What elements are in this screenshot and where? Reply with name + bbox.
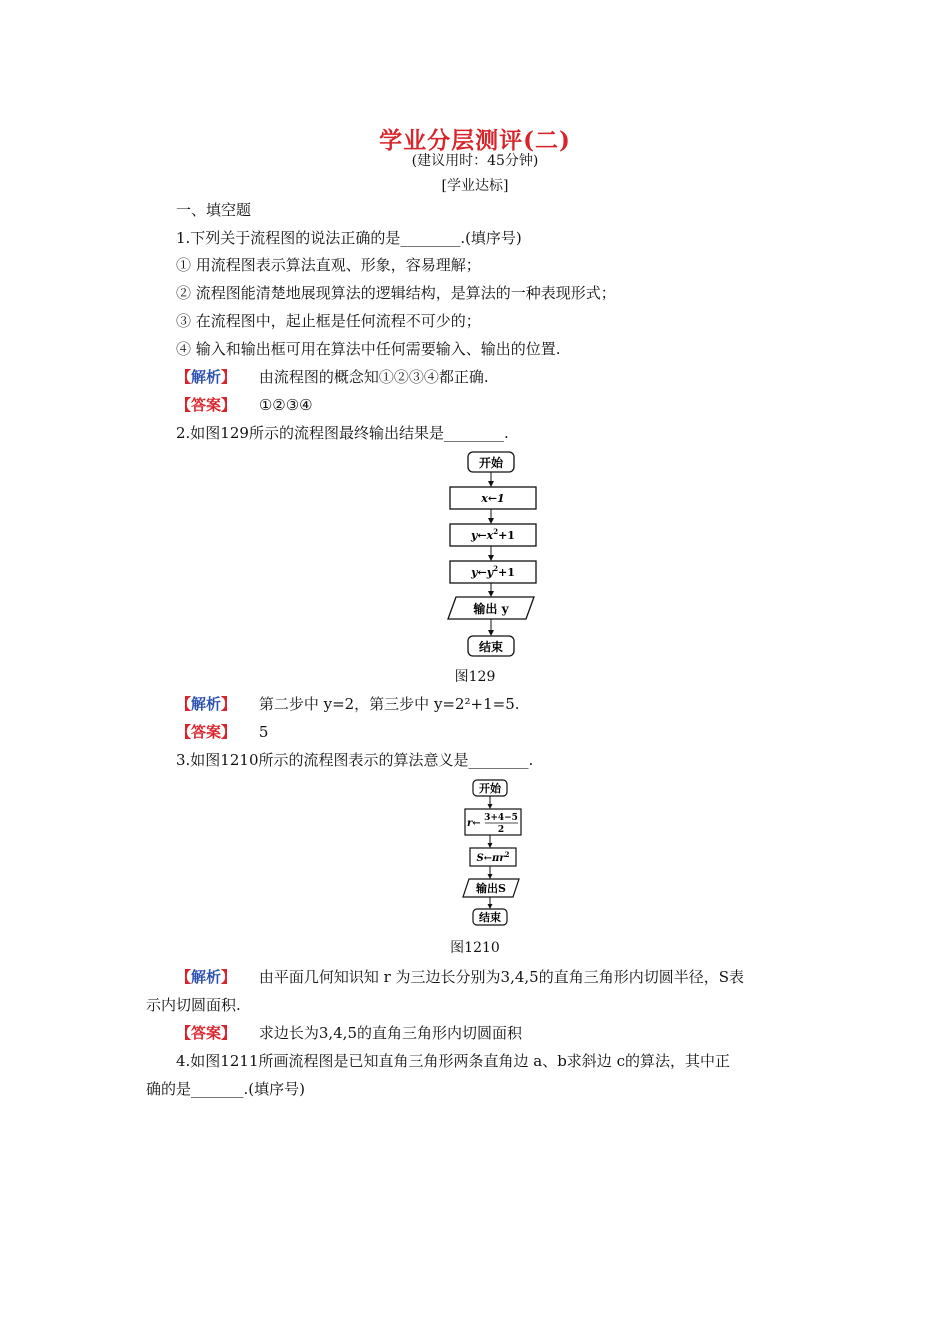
q4-stem-2: 确的是_______.(填序号) xyxy=(146,1080,305,1098)
q3-answer-text: 求边长为3,4,5的直角三角形内切圆面积 xyxy=(258,1024,522,1042)
q2-answer-text: 5 xyxy=(258,723,269,741)
flow2-step-1-left: r← xyxy=(467,818,481,829)
section-heading: 一、填空题 xyxy=(176,201,252,219)
q2-analysis-row xyxy=(176,693,520,714)
flow2-end-label: 结束 xyxy=(479,911,501,924)
q2-stem: 2.如图129所示的流程图最终输出结果是________. xyxy=(176,424,509,442)
q3-stem: 3.如图1210所示的流程图表示的算法意义是________. xyxy=(176,751,534,769)
q2-answer-row xyxy=(176,721,268,742)
q1-option-1: ① 用流程图表示算法直观、形象，容易理解； xyxy=(176,256,481,274)
analysis-tag: 【解析】 xyxy=(176,695,237,713)
flow2-start-label: 开始 xyxy=(479,782,501,795)
q1-analysis-text: 由流程图的概念知①②③④都正确. xyxy=(258,368,489,386)
flow-step-3-label: $y\leftarrow y^2+1$ xyxy=(471,564,515,579)
q1-answer-text: ①②③④ xyxy=(258,396,313,414)
flow-step-1-label: x←1 xyxy=(481,492,505,505)
q4-stem-1: 4.如图1211所画流程图是已知直角三角形两条直角边 a、b求斜边 c的算法，其中正 xyxy=(176,1052,730,1070)
q1-stem: 1.下列关于流程图的说法正确的是________.(填序号) xyxy=(176,229,522,247)
analysis-tag: 【解析】 xyxy=(176,368,237,386)
flow-step-2-label: $y\leftarrow x^2+1$ xyxy=(471,527,515,542)
q3-analysis-row xyxy=(176,966,744,987)
q1-option-4: ④ 输入和输出框可用在算法中任何需要输入、输出的位置. xyxy=(176,340,561,358)
q1-analysis-row xyxy=(176,366,489,387)
flowchart-1210 xyxy=(455,775,535,930)
answer-tag: 【答案】 xyxy=(176,723,237,741)
flow2-step-1-numerator: 3+4−5 xyxy=(484,813,518,823)
page-title: 学业分层测评(二) xyxy=(379,127,571,154)
q1-option-2: ② 流程图能清楚地展现算法的逻辑结构，是算法的一种表现形式； xyxy=(176,284,616,302)
flow-end-label: 结束 xyxy=(478,640,504,654)
figure-1210-caption: 图1210 xyxy=(450,940,500,956)
flow2-step-1-denominator: 2 xyxy=(497,825,505,835)
section-tag: [学业达标] xyxy=(441,178,509,194)
q1-option-3: ③ 在流程图中，起止框是任何流程不可少的； xyxy=(176,312,481,330)
flow2-step-2-label: $S\leftarrow\pi r^2$ xyxy=(476,850,510,864)
flow-output-label: 输出 y xyxy=(473,602,509,616)
flow2-output-label: 输出S xyxy=(476,882,506,895)
figure-129-caption: 图129 xyxy=(454,669,496,685)
answer-tag: 【答案】 xyxy=(176,1024,237,1042)
q3-answer-row xyxy=(176,1022,522,1043)
flowchart-129 xyxy=(430,445,560,665)
analysis-tag: 【解析】 xyxy=(176,968,237,986)
suggested-time: (建议用时：45分钟) xyxy=(411,153,539,169)
q1-answer-row xyxy=(176,394,313,415)
q3-analysis-text-1: 由平面几何知识知 r 为三边长分别为3,4,5的直角三角形内切圆半径，S表 xyxy=(258,968,744,986)
flow-start-label: 开始 xyxy=(478,456,504,470)
q2-analysis-text: 第二步中 y=2，第三步中 y=2²+1=5. xyxy=(258,695,520,713)
answer-tag: 【答案】 xyxy=(176,396,237,414)
q3-analysis-text-2: 示内切圆面积. xyxy=(146,996,241,1014)
